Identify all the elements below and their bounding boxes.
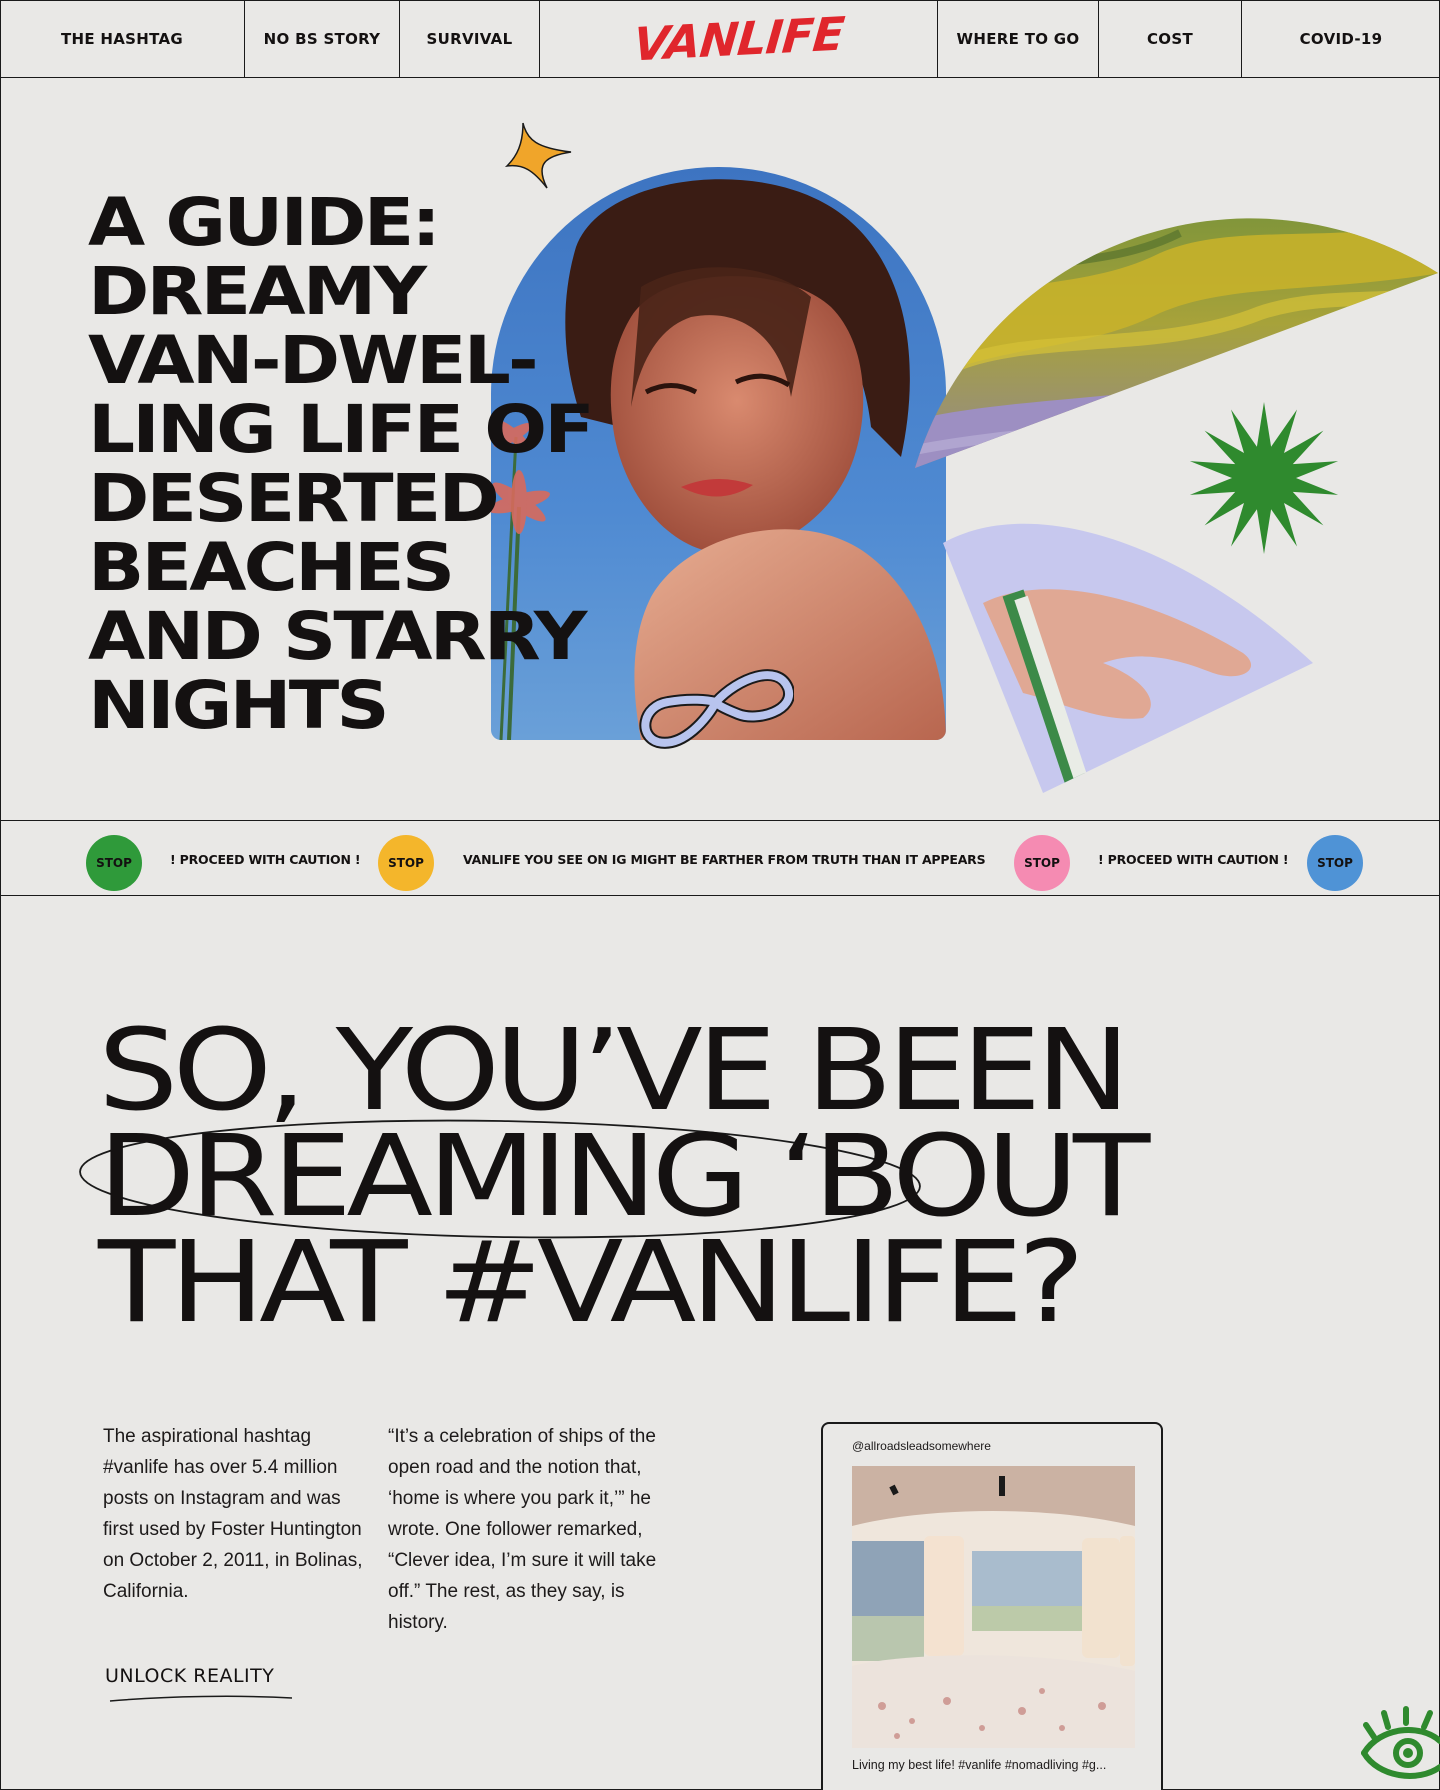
- nav-link-the-hashtag[interactable]: THE HASHTAG: [0, 0, 245, 78]
- hero-title-line: LING LIFE OF: [88, 391, 592, 468]
- main-headline: [98, 1006, 1440, 1348]
- van-interior-illustration: [852, 1466, 1135, 1748]
- instagram-caption: Living my best life! #vanlife #nomadliving #g...: [852, 1758, 1107, 1772]
- ticker-message: VANLIFE YOU SEE ON IG MIGHT BE FARTHER FROM TRUTH THAN IT APPEARS: [463, 852, 986, 867]
- landscape-fan-image: [900, 123, 1440, 523]
- headline-line: THAT #VANLIFE?: [98, 1218, 1080, 1348]
- headline-line: DREAMING ‘BOUT: [98, 1112, 1145, 1242]
- hero-title-line: BEACHES: [88, 529, 453, 606]
- top-navigation: [0, 0, 1440, 78]
- cta-underline: [108, 1694, 294, 1704]
- hero-title-line: NIGHTS: [88, 667, 387, 744]
- logo-link[interactable]: [540, 0, 938, 78]
- stop-badge: STOP: [378, 835, 434, 891]
- nav-link-covid-19[interactable]: COVID-19: [1299, 30, 1383, 48]
- hero-title-line: DESERTED: [88, 460, 498, 537]
- hero-title-line: A GUIDE:: [88, 184, 439, 261]
- hero-title-line: VAN-DWEL-: [88, 322, 536, 399]
- infinity-icon: [638, 658, 794, 754]
- ticker-message: ! PROCEED WITH CAUTION !: [1098, 852, 1289, 867]
- body-paragraph-hashtag-origin: The aspirational hashtag #vanlife has over 5.4 million posts on Instagram and was first used by Foster Huntington on October 2, 2011, in Bolinas, California.: [103, 1426, 363, 1602]
- headline-line: SO, YOU’VE BEEN: [98, 1006, 1125, 1136]
- caution-ticker: [0, 822, 1440, 896]
- nav-link-no-bs-story[interactable]: NO BS STORY: [245, 0, 400, 78]
- stop-badge: STOP: [1014, 835, 1070, 891]
- nav-link-cost[interactable]: COST: [1099, 0, 1242, 78]
- nav-link-survival[interactable]: SURVIVAL: [400, 0, 540, 78]
- starburst-icon: [1186, 400, 1342, 556]
- body-paragraph-quote: “It’s a celebration of ships of the open road and the notion that, ‘home is where you park it,’” he wrote. One follower remarked, “Clever idea, I’m sure it will take off.” The rest, as they say, is history.: [388, 1426, 657, 1633]
- stop-badge: STOP: [1307, 835, 1363, 891]
- hero-title-line: DREAMY: [88, 253, 425, 330]
- eye-icon: [1358, 1705, 1440, 1790]
- site-logo: VANLIFE: [631, 6, 846, 72]
- hero-section: [0, 78, 1440, 821]
- unlock-reality-link[interactable]: UNLOCK REALITY: [105, 1665, 275, 1687]
- instagram-post-card[interactable]: [821, 1422, 1163, 1790]
- ticker-message: ! PROCEED WITH CAUTION !: [170, 852, 361, 867]
- van-interior-photo: [852, 1466, 1135, 1748]
- stop-badge: STOP: [86, 835, 142, 891]
- instagram-handle[interactable]: @allroadsleadsomewhere: [852, 1439, 991, 1453]
- four-point-star-icon: [503, 118, 575, 190]
- nav-link-where-to-go[interactable]: WHERE TO GO: [938, 0, 1099, 78]
- hero-title-line: AND STARRY: [88, 598, 585, 675]
